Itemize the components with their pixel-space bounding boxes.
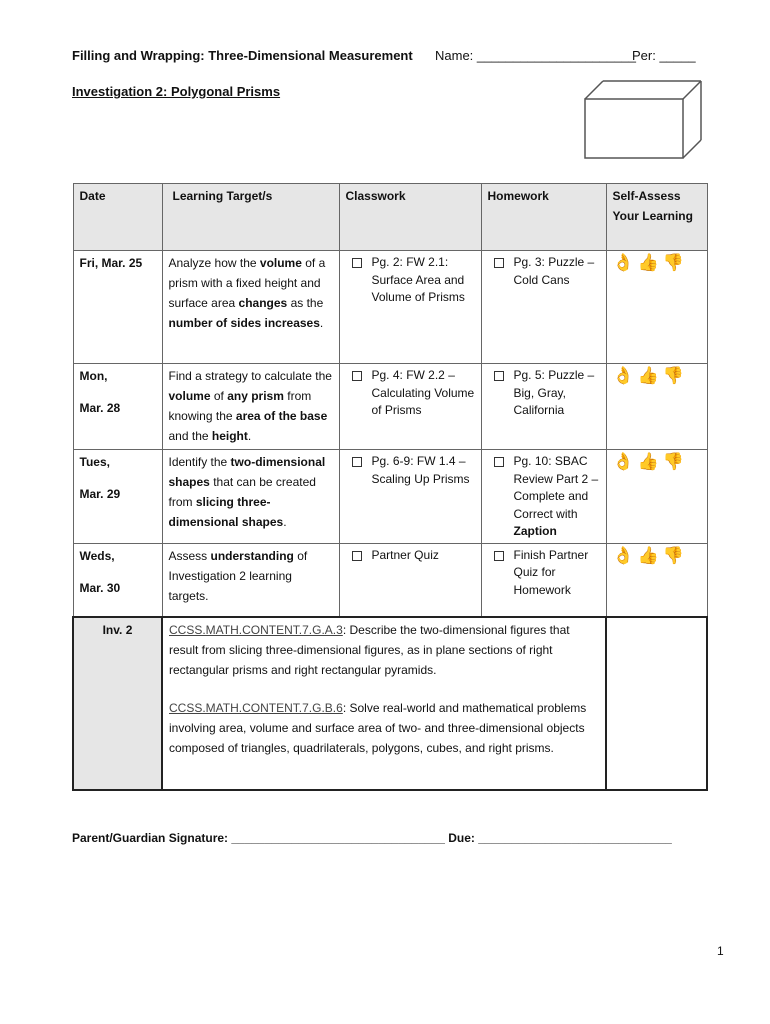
date-line: Mar. 29 <box>79 487 121 501</box>
self-assess-icons[interactable]: 👌👍👎 <box>606 364 707 450</box>
target-emphasis: two-dimensional shapes <box>168 455 326 489</box>
homework-cell <box>481 450 606 544</box>
self-assess-icons[interactable]: 👌👍👎 <box>606 543 707 617</box>
self-assess-icons[interactable]: 👌👍👎 <box>606 251 707 364</box>
date-line: Mar. 28 <box>79 401 121 415</box>
date-cell <box>73 364 162 450</box>
homework-text: Pg. 5: Puzzle – Big, Gray, California <box>513 368 595 417</box>
investigation-subtitle: Investigation 2: Polygonal Prisms <box>72 84 281 99</box>
classwork-cell <box>339 450 481 544</box>
signature-line: Parent/Guardian Signature: ________________________________ Due: _____________________________ <box>72 831 672 845</box>
standards-cell <box>162 617 606 790</box>
target-text: as the <box>287 296 324 310</box>
schedule-table <box>72 183 708 791</box>
target-emphasis: any prism <box>227 389 284 403</box>
cube-outline-icon <box>583 78 703 160</box>
document-header <box>72 48 696 63</box>
target-text: of Investigation 2 learning targets. <box>168 548 308 603</box>
homework-text: Pg. 10: SBAC Review Part 2 – Complete and Correct with Zaption <box>513 454 599 538</box>
date-line: Fri, Mar. 25 <box>79 256 143 270</box>
homework-cell <box>481 543 606 617</box>
classwork-cell <box>339 251 481 364</box>
header-classwork: Classwork <box>339 184 481 251</box>
header-date: Date <box>73 184 162 251</box>
empty-checkbox-icon[interactable] <box>352 258 362 268</box>
name-field: Name: ______________________ <box>435 48 636 63</box>
target-emphasis: volume <box>259 256 302 270</box>
date-cell <box>73 543 162 617</box>
header-self-assess: Self-Assess Your Learning <box>606 184 707 251</box>
date-cell <box>73 450 162 544</box>
learning-target-cell <box>162 543 339 617</box>
target-text: of <box>210 389 228 403</box>
empty-checkbox-icon[interactable] <box>494 258 504 268</box>
table-row <box>73 450 707 544</box>
target-text: . <box>247 429 252 443</box>
empty-checkbox-icon[interactable] <box>494 457 504 467</box>
target-text: . <box>283 515 287 529</box>
target-text: of a prism with a fixed height and surface area <box>168 256 326 310</box>
homework-cell <box>481 251 606 364</box>
table-row <box>73 364 707 450</box>
target-emphasis: slicing three-dimensional shapes <box>168 495 284 529</box>
target-text: Assess <box>168 548 211 563</box>
table-header-row <box>73 184 707 251</box>
empty-checkbox-icon[interactable] <box>352 551 362 561</box>
target-emphasis: understanding <box>210 548 294 563</box>
homework-cell <box>481 364 606 450</box>
table-row <box>73 251 707 364</box>
target-emphasis: number of sides increases <box>168 316 320 330</box>
homework-text: Pg. 3: Puzzle – Cold Cans <box>513 255 595 287</box>
classwork-cell <box>339 364 481 450</box>
target-text: Find a strategy to calculate the <box>168 369 332 383</box>
date-line: Mon, <box>79 369 108 383</box>
table-row <box>73 543 707 617</box>
header-homework: Homework <box>481 184 606 251</box>
classwork-text: Pg. 4: FW 2.2 – Calculating Volume of Prisms <box>371 368 475 417</box>
target-emphasis: height <box>211 429 248 443</box>
learning-target-cell <box>162 450 339 544</box>
header-learning-targets: Learning Target/s <box>162 184 339 251</box>
empty-checkbox-icon[interactable] <box>494 551 504 561</box>
date-cell <box>73 251 162 364</box>
target-text: Identify the <box>168 455 231 469</box>
self-assess-icons[interactable]: 👌👍👎 <box>606 450 707 544</box>
classwork-text: Pg. 6-9: FW 1.4 – Scaling Up Prisms <box>371 454 470 486</box>
classwork-text: Partner Quiz <box>371 547 439 562</box>
date-line: Weds, <box>79 548 115 563</box>
classwork-cell <box>339 543 481 617</box>
empty-checkbox-icon[interactable] <box>494 371 504 381</box>
standard-link[interactable]: CCSS.MATH.CONTENT.7.G.B.6 <box>169 701 343 715</box>
investigation-label: Inv. 2 <box>73 617 162 790</box>
standard-link[interactable]: CCSS.MATH.CONTENT.7.G.A.3 <box>169 623 343 637</box>
target-emphasis: area of the base <box>235 409 328 423</box>
homework-text: Finish Partner Quiz for Homework <box>513 547 589 597</box>
learning-target-cell <box>162 364 339 450</box>
target-text: from knowing the <box>168 389 312 423</box>
date-line: Tues, <box>79 455 110 469</box>
empty-checkbox-icon[interactable] <box>352 371 362 381</box>
empty-checkbox-icon[interactable] <box>352 457 362 467</box>
classwork-text: Pg. 2: FW 2.1: Surface Area and Volume of Prisms <box>371 255 465 304</box>
target-text: . <box>319 316 324 330</box>
standard-description: : Describe the two-dimensional figures that result from slicing three-dimensional figures, as in plane sections of right rectangular prisms and right rectangular pyramids. <box>169 623 570 677</box>
standards-row <box>73 617 707 790</box>
period-field: Per: _____ <box>632 48 696 63</box>
page-number: 1 <box>717 944 724 958</box>
target-text: and the <box>168 429 212 443</box>
standard-description: : Solve real-world and mathematical problems involving area, volume and surface area of two- and three-dimensional objects composed of triangles, quadrilaterals, polygons, cubes, and right prisms. <box>169 701 587 755</box>
date-line: Mar. 30 <box>79 580 121 595</box>
target-emphasis: volume <box>168 389 211 403</box>
target-text: that can be created from <box>168 475 316 509</box>
target-emphasis: changes <box>238 296 288 310</box>
document-title: Filling and Wrapping: Three-Dimensional Measurement <box>72 48 413 63</box>
empty-cell <box>606 617 707 790</box>
target-text: Analyze how the <box>168 256 260 270</box>
learning-target-cell <box>162 251 339 364</box>
